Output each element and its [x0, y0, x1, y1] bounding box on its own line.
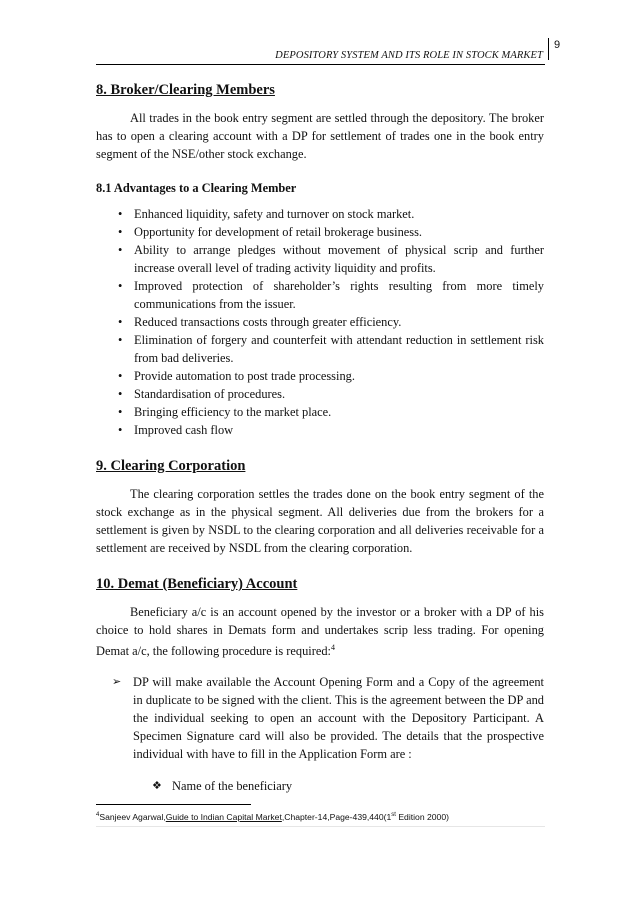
section-10-paragraph	[96, 603, 544, 660]
list-item: • Improved protection of shareholder’s rights resulting from more timely communications from the issuer.	[96, 277, 544, 313]
section-8-heading: 8. Broker/Clearing Members	[96, 82, 275, 98]
list-item: • Provide automation to post trade processing.	[96, 367, 544, 385]
footnote-edition-rest: Edition 2000)	[395, 812, 449, 822]
footnote-details: ,Chapter-14,Page-439,440(1	[281, 812, 392, 822]
list-item: • Enhanced liquidity, safety and turnover on stock market.	[96, 205, 544, 223]
running-header: DEPOSITORY SYSTEM AND ITS ROLE IN STOCK MARKET	[275, 50, 543, 61]
list-item: • Reduced transactions costs through greater efficiency.	[96, 313, 544, 331]
footnote-author: Sanjeev Agarwal,	[99, 812, 166, 822]
bottom-rule	[96, 826, 545, 827]
page-number: 9	[548, 38, 574, 60]
footnote-book-title: Guide to Indian Capital Market	[165, 812, 282, 822]
section-10-heading: 10. Demat (Beneficiary) Account	[96, 576, 298, 592]
page-body	[96, 80, 544, 795]
header-rule	[96, 64, 545, 65]
diamond-bullet-icon: ❖	[152, 779, 162, 792]
list-item: • Elimination of forgery and counterfeit with attendant reduction in settlement risk from bad deliveries.	[96, 331, 544, 367]
procedure-item-text: DP will make available the Account Opening Form and a Copy of the agreement in duplicate to be signed with the client. This is the agreement between the DP and the individual seeking to open an account with the Depository Participant. A Specimen Signature card will also be provided. The details that the prospective individual with have to fill in the Application Form are :	[133, 675, 544, 761]
section-9-paragraph: The clearing corporation settles the trades done on the book entry segment of the stock exchange as in the physical segment. All deliveries due from the brokers for a settlement is given by NSDL to the clearing corporation and all deliveries receivable for a settlement are received by NSDL from the clearing corporation.	[96, 487, 544, 555]
list-item: • Bringing efficiency to the market place.	[96, 403, 544, 421]
list-item	[96, 777, 544, 795]
footnote	[96, 809, 449, 823]
section-9-heading: 9. Clearing Corporation	[96, 458, 246, 474]
section-10-paragraph-text: Beneficiary a/c is an account opened by the investor or a broker with a DP of his choice to hold shares in Demats form and undertakes scrip less trading. For opening Demat a/c, the following procedure is required:	[96, 605, 544, 658]
section-8-paragraph: All trades in the book entry segment are settled through the depository. The broker has to open a clearing account with a DP for settlement of trades one in the book entry segment of the NSE/other stock exchange.	[96, 111, 544, 161]
procedure-list	[96, 673, 544, 763]
field-item-text: Name of the beneficiary	[172, 779, 293, 793]
advantages-list	[96, 205, 544, 439]
footnote-reference: 4	[331, 643, 335, 652]
arrow-bullet-icon: ➢	[112, 675, 122, 688]
section-8-1-subheading: 8.1 Advantages to a Clearing Member	[96, 181, 297, 195]
footnote-edition-sup: st	[391, 812, 396, 818]
footnote-number: 4	[96, 812, 100, 818]
list-item: • Standardisation of procedures.	[96, 385, 544, 403]
list-item: • Improved cash flow	[96, 421, 544, 439]
list-item: • Opportunity for development of retail brokerage business.	[96, 223, 544, 241]
list-item	[96, 673, 544, 763]
footnote-rule	[96, 804, 251, 805]
application-fields-list	[96, 777, 544, 795]
list-item: • Ability to arrange pledges without movement of physical scrip and further increase overall level of trading activity liquidity and profits.	[96, 241, 544, 277]
